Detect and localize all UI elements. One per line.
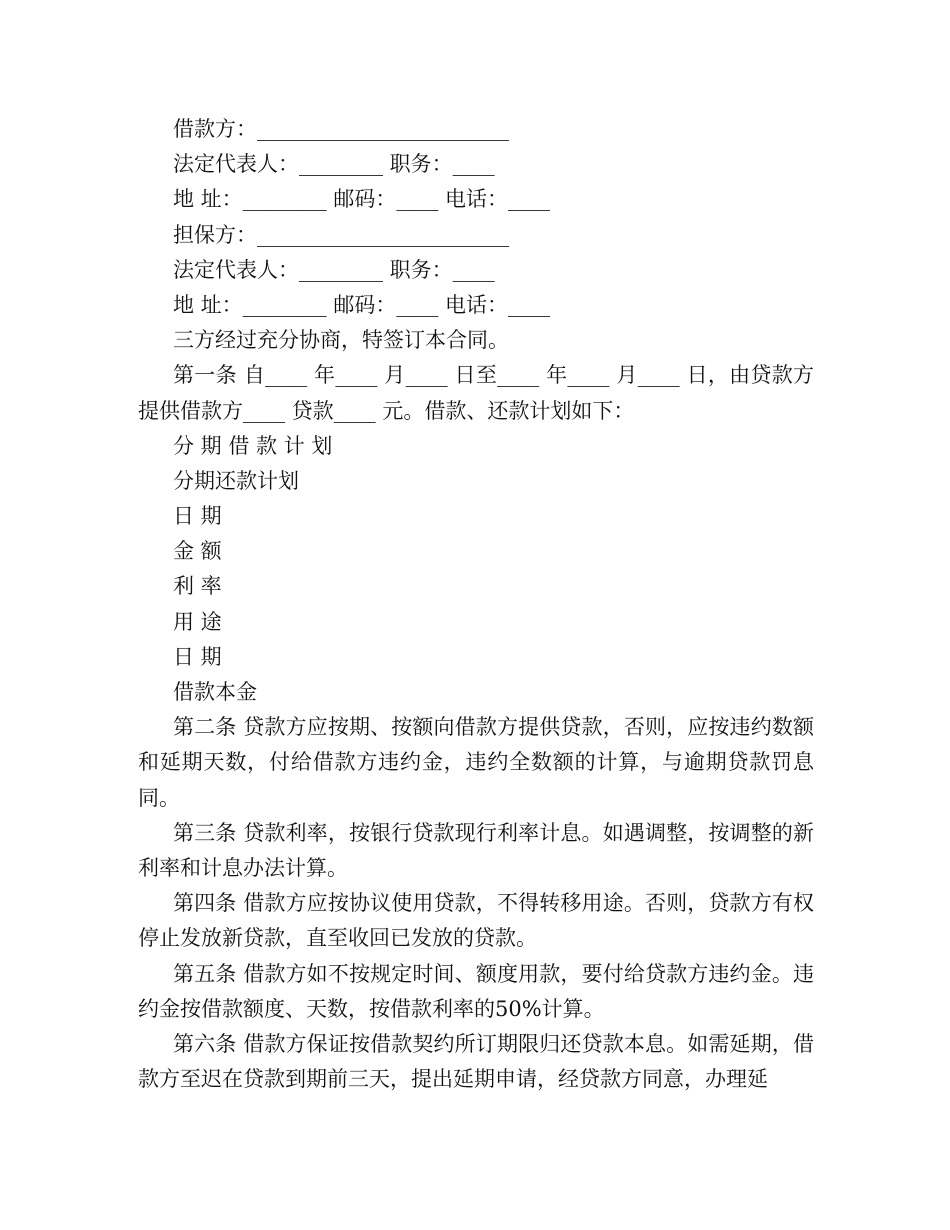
plan-item-date: 日 期 [173,504,222,529]
plan-item-title: 分 期 借 款 计 划 [173,433,333,458]
plan-item-date-2: 日 期 [173,644,222,669]
plan-item-amount: 金 额 [173,539,222,564]
article-4: 第四条 借款方应按协议使用贷款，不得转移用途。否则，贷款方有权停止发放新贷款，直至收回已发放的贷款。 [138,891,814,951]
borrower-address-field: 地 址：________ 邮码：____ 电话：____ [173,187,551,212]
agreement-statement: 三方经过充分协商，特签订本合同。 [173,328,509,353]
guarantor-field: 担保方：________________________ [173,222,509,247]
borrower-field: 借款方：________________________ [173,117,509,141]
plan-item-rate: 利 率 [173,574,222,599]
plan-item-principal: 借款本金 [173,680,257,705]
article-1: 第一条 自____ 年____ 月____ 日至____ 年____ 月____ 日，由贷款方提供借款方____ 贷款____ 元。借款、还款计划如下： [138,363,814,423]
contract-page [138,112,814,1097]
borrower-legal-rep-field: 法定代表人：________ 职务：____ [173,152,495,177]
plan-item-repayment: 分期还款计划 [173,468,299,493]
plan-item-purpose: 用 途 [173,609,222,634]
article-6: 第六条 借款方保证按借款契约所订期限归还贷款本息。如需延期，借款方至迟在贷款到期前三天，提出延期申请，经贷款方同意，办理延 [138,1032,814,1092]
guarantor-address-field: 地 址：________ 邮码：____ 电话：____ [173,292,551,317]
guarantor-legal-rep-field: 法定代表人：________ 职务：____ [173,257,495,282]
article-5: 第五条 借款方如不按规定时间、额度用款，要付给贷款方违约金。违约金按借款额度、天数，按借款利率的50%计算。 [138,961,814,1021]
article-3: 第三条 贷款利率，按银行贷款现行利率计息。如遇调整，按调整的新利率和计息办法计算。 [138,820,814,881]
article-2: 第二条 贷款方应按期、按额向借款方提供贷款，否则，应按违约数额和延期天数，付给借款方违约金，违约全数额的计算，与逾期贷款罚息同。 [138,715,814,810]
